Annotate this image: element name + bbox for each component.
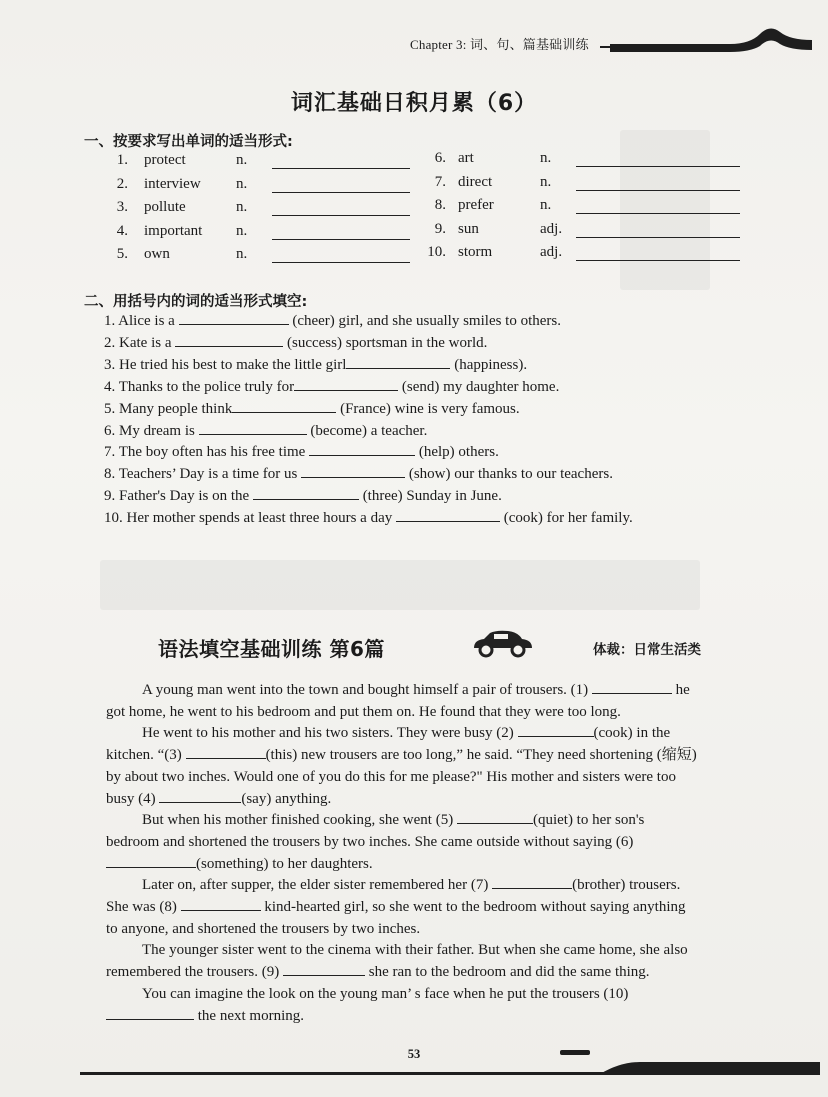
passage-line: [106, 962, 746, 984]
passage-text: got home, he went to his bedroom and put them on. He found that they were too long.: [106, 703, 621, 720]
vocab-item: [100, 246, 420, 266]
passage-text: A young man went into the town and bought himself a pair of trousers. (1): [142, 682, 592, 698]
part-of-speech: n.: [236, 199, 248, 215]
item-number: 3.: [116, 199, 128, 215]
sentence-start: 1. Alice is a: [104, 313, 179, 329]
part-of-speech: adj.: [540, 244, 563, 260]
vocab-item: [420, 197, 740, 217]
answer-blank[interactable]: [294, 377, 398, 391]
vocab-item: [100, 199, 420, 219]
passage-text: She was (8): [106, 899, 181, 916]
answer-blank[interactable]: [272, 248, 410, 263]
passage-line: [106, 767, 746, 789]
answer-blank[interactable]: [576, 199, 740, 214]
item-word: protect: [144, 152, 186, 168]
item-number: 4.: [116, 222, 128, 239]
answer-blank[interactable]: [199, 421, 307, 435]
passage-line: [106, 854, 746, 876]
fill-sentence: [104, 355, 527, 374]
part-of-speech: n.: [236, 175, 248, 192]
passage-text: by about two inches. Would one of you do this for me please?" His mother and sisters were too: [106, 768, 676, 785]
item-word: own: [144, 246, 170, 262]
section3-heading: 语法填空基础训练 第6篇: [158, 637, 385, 661]
sentence-end: (success) sportsman in the world.: [283, 334, 488, 351]
sentence-start: 7. The boy often has his free time: [104, 444, 310, 461]
passage-text: Later on, after supper, the elder sister remembered her (7): [142, 877, 493, 894]
answer-blank[interactable]: [492, 875, 572, 889]
item-word: art: [458, 150, 474, 166]
item-number: 5.: [116, 246, 128, 262]
item-word: pollute: [144, 199, 186, 215]
answer-blank[interactable]: [159, 789, 241, 803]
answer-blank[interactable]: [592, 680, 672, 694]
item-word: important: [144, 222, 203, 239]
passage-text: The younger sister went to the cinema with their father. But when she came home, she also: [142, 942, 688, 959]
genre-label: 体裁：日常生活类: [593, 642, 701, 658]
sentence-end: (show) our thanks to our teachers.: [405, 466, 613, 483]
answer-blank[interactable]: [283, 962, 365, 976]
item-word: direct: [458, 173, 493, 190]
vocab-item: [420, 244, 740, 264]
vocab-item: [100, 152, 420, 172]
section2-heading: 二、用括号内的词的适当形式填空:: [84, 294, 308, 310]
item-number: 2.: [116, 175, 128, 192]
item-word: interview: [144, 175, 201, 192]
answer-blank[interactable]: [576, 223, 740, 238]
part-of-speech: n.: [540, 150, 552, 166]
item-number: 8.: [434, 197, 446, 213]
part-of-speech: n.: [540, 197, 552, 213]
vocab-item: [420, 221, 740, 241]
passage-line: [106, 1006, 746, 1028]
vocab-item: [420, 174, 740, 194]
fill-sentence: [104, 333, 487, 352]
answer-blank[interactable]: [181, 897, 261, 911]
passage-text: (this) new trousers are too long,” he said. “They need shortening (缩短): [265, 747, 697, 764]
passage-line: [106, 789, 746, 811]
answer-blank[interactable]: [576, 152, 740, 167]
part-of-speech: adj.: [540, 220, 563, 237]
part-of-speech: n.: [236, 222, 248, 239]
answer-blank[interactable]: [179, 311, 289, 325]
chapter-header: Chapter 3: 词、句、篇基础训练: [410, 37, 589, 52]
page-number: 53: [407, 1047, 421, 1061]
fill-sentence: [104, 486, 502, 505]
car-icon: [468, 628, 536, 658]
vocab-item: [420, 150, 740, 170]
answer-blank[interactable]: [106, 1006, 194, 1020]
answer-blank[interactable]: [309, 442, 415, 456]
answer-blank[interactable]: [518, 723, 594, 737]
passage-line: [106, 875, 746, 897]
passage-text: (quiet) to her son's: [532, 812, 645, 829]
fill-sentence: [104, 464, 613, 483]
passage-text: (cook) in the: [593, 725, 671, 742]
passage-text: kind-hearted girl, so she went to the bedroom without saying anything: [260, 899, 686, 916]
item-number: 7.: [434, 173, 446, 190]
item-word: sun: [458, 220, 479, 237]
passage-text: she ran to the bedroom and did the same thing.: [365, 964, 650, 981]
answer-blank[interactable]: [272, 178, 410, 193]
answer-blank[interactable]: [272, 225, 410, 240]
cloze-passage: [106, 680, 746, 1027]
passage-text: the next morning.: [194, 1007, 304, 1024]
passage-text: bedroom and shortened the trousers by two inches. She came outside without saying (6): [106, 833, 634, 850]
passage-text: He went to his mother and his two sisters. They were busy (2): [142, 725, 518, 742]
fill-sentence: [104, 311, 561, 330]
section1-heading: 一、按要求写出单词的适当形式:: [84, 134, 293, 150]
sentence-end: (become) a teacher.: [306, 422, 428, 439]
part-of-speech: n.: [236, 152, 248, 168]
passage-text: he: [671, 682, 690, 698]
page-title: 词汇基础日积月累（6）: [290, 91, 538, 116]
vocab-item: [100, 176, 420, 196]
answer-blank[interactable]: [346, 355, 450, 369]
part-of-speech: n.: [236, 246, 248, 262]
fill-sentence: [104, 508, 633, 527]
sentence-end: (help) others.: [415, 444, 499, 461]
fill-sentence: [104, 377, 559, 396]
passage-line: [106, 810, 746, 832]
passage-line: [106, 723, 746, 745]
answer-blank[interactable]: [232, 399, 336, 413]
item-number: 9.: [434, 220, 446, 237]
passage-line: [106, 940, 746, 962]
sentence-start: 2. Kate is a: [104, 334, 176, 351]
sentence-start: 4. Thanks to the police truly for: [104, 378, 295, 395]
sentence-end: (cheer) girl, and she usually smiles to others.: [288, 313, 562, 329]
passage-line: [106, 680, 746, 702]
header-swoosh-decoration: [600, 22, 812, 62]
sentence-start: 8. Teachers’ Day is a time for us: [104, 466, 302, 483]
sentence-start: 9. Father's Day is on the: [104, 488, 253, 505]
passage-text: to anyone, and shortened the trousers by two inches.: [106, 920, 421, 937]
passage-text: But when his mother finished cooking, she went (5): [142, 812, 457, 829]
passage-text: remembered the trousers. (9): [106, 964, 284, 981]
passage-text: busy (4): [106, 790, 160, 807]
fill-sentence: [104, 442, 499, 461]
answer-blank[interactable]: [272, 201, 410, 216]
vocab-item: [100, 223, 420, 243]
answer-blank[interactable]: [576, 176, 740, 191]
sentence-end: (three) Sunday in June.: [358, 488, 502, 505]
answer-blank[interactable]: [253, 486, 359, 500]
answer-blank[interactable]: [576, 246, 740, 261]
answer-blank[interactable]: [106, 854, 196, 868]
sentence-start: 3. He tried his best to make the little girl: [104, 356, 347, 373]
passage-line: [106, 919, 746, 941]
sentence-start: 10. Her mother spends at least three hours a day: [104, 510, 396, 527]
fill-sentence: [104, 421, 427, 440]
item-number: 10.: [427, 244, 446, 260]
sentence-end: (happiness).: [450, 356, 528, 373]
passage-line: [106, 745, 746, 767]
sentence-end: (France) wine is very famous.: [336, 400, 520, 417]
answer-blank[interactable]: [301, 464, 405, 478]
fill-sentence: [104, 399, 520, 418]
passage-text: kitchen. “(3): [106, 747, 186, 764]
answer-blank[interactable]: [396, 508, 500, 522]
item-word: prefer: [458, 197, 494, 213]
sentence-start: 5. Many people think: [104, 400, 233, 417]
item-word: storm: [458, 244, 493, 260]
passage-line: [106, 832, 746, 854]
answer-blank[interactable]: [175, 333, 283, 347]
sentence-end: (send) my daughter home.: [398, 378, 560, 395]
passage-line: [106, 984, 746, 1006]
sentence-end: (cook) for her family.: [500, 510, 633, 527]
passage-line: [106, 897, 746, 919]
item-number: 6.: [434, 150, 446, 166]
answer-blank[interactable]: [457, 810, 533, 824]
answer-blank[interactable]: [186, 745, 266, 759]
answer-blank[interactable]: [272, 154, 410, 169]
item-number: 1.: [116, 152, 128, 168]
sentence-start: 6. My dream is: [104, 422, 199, 439]
passage-text: (something) to her daughters.: [196, 855, 373, 872]
part-of-speech: n.: [540, 173, 552, 190]
passage-line: [106, 702, 746, 724]
passage-text: You can imagine the look on the young man’ s face when he put the trousers (10): [142, 985, 629, 1002]
show-through-smudge: [100, 560, 700, 610]
passage-text: (brother) trousers.: [572, 877, 681, 894]
passage-text: (say) anything.: [241, 790, 332, 807]
